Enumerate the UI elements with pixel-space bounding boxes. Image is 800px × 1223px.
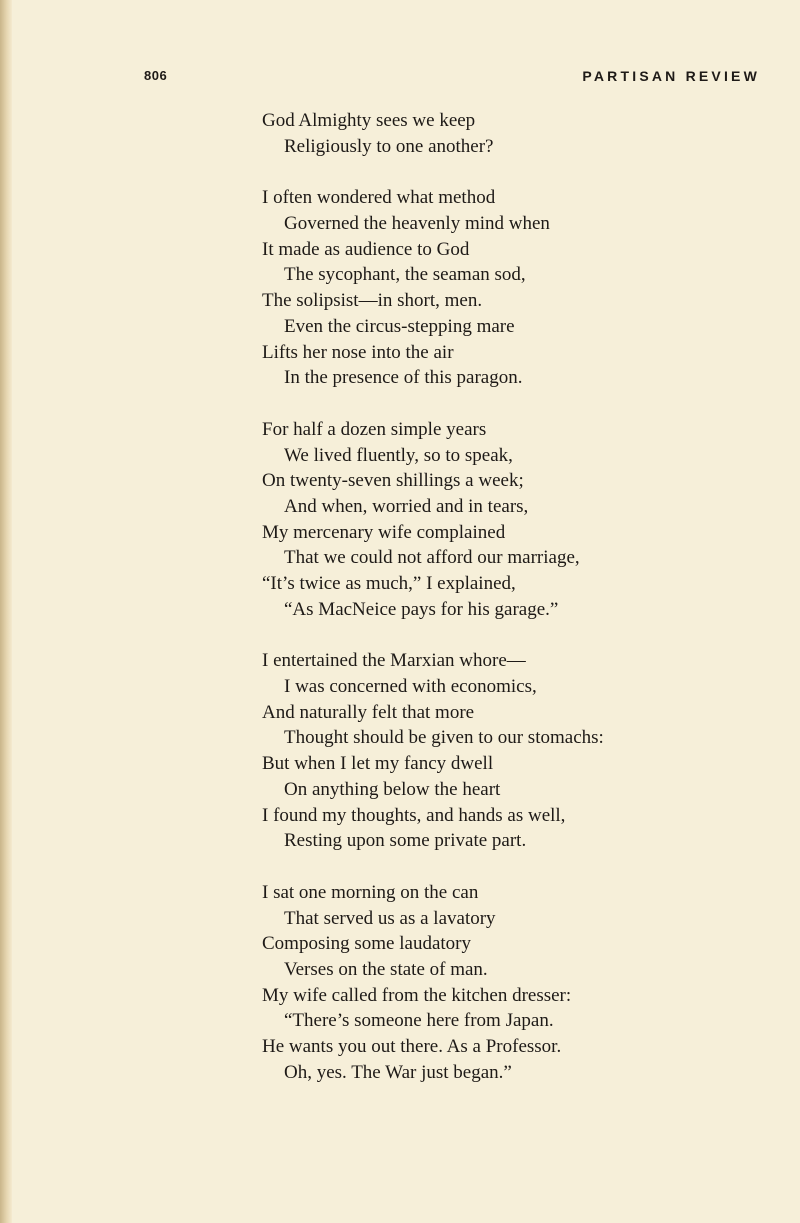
page-number: 806 [144,68,168,83]
stanza-3 [262,417,762,623]
poem-line: God Almighty sees we keep [262,110,476,131]
poem-line: “It’s twice as much,” I explained, [262,573,516,594]
poem-line: And when, worried and in tears, [284,495,529,517]
poem-line: Thought should be given to our stomachs: [284,727,604,749]
poem-line: Even the circus-stepping mare [284,315,515,337]
poem-line: Religiously to one another? [284,135,494,157]
poem-line: “There’s someone here from Japan. [284,1010,554,1032]
poem-line: The sycophant, the seaman sod, [284,264,526,286]
poem-line: My wife called from the kitchen dresser: [262,984,572,1006]
poem-line: I sat one morning on the can [262,881,479,903]
stanza-4 [262,648,762,854]
page-gutter [0,0,12,1223]
poem-line: We lived fluently, so to speak, [284,444,513,466]
poem-body [262,108,762,1111]
poem-line: I found my thoughts, and hands as well, [262,804,566,826]
poem-line: That served us as a lavatory [284,907,496,929]
poem-line: It made as audience to God [262,238,470,260]
poem-line: My mercenary wife complained [262,521,506,543]
poem-line: Composing some laudatory [262,933,471,955]
poem-line: I was concerned with economics, [284,676,537,698]
poem-line: Oh, yes. The War just began.” [284,1061,512,1083]
poem-line: For half a dozen simple years [262,418,487,440]
running-head: PARTISAN REVIEW [582,68,760,84]
poem-line: The solipsist—in short, men. [262,290,483,312]
poem-line: Governed the heavenly mind when [284,213,550,235]
poem-line: On anything below the heart [284,778,501,800]
poem-line: Lifts her nose into the air [262,341,454,363]
poem-line: “As MacNeice pays for his garage.” [284,598,559,620]
poem-line: That we could not afford our marriage, [284,547,580,569]
poem-line: I often wondered what method [262,187,496,209]
poem-line: And naturally felt that more [262,701,475,723]
poem-line: He wants you out there. As a Professor. [262,1036,562,1057]
stanza-2 [262,185,762,391]
stanza-5 [262,880,762,1086]
page-header [144,68,760,86]
poem-line: In the presence of this paragon. [284,367,523,389]
poem-line: Verses on the state of man. [284,958,488,980]
poem-line: I entertained the Marxian whore— [262,650,526,672]
poem-line: On twenty-seven shillings a week; [262,470,524,492]
poem-line: But when I let my fancy dwell [262,753,494,775]
poem-line: Resting upon some private part. [284,830,527,852]
stanza-1 [262,108,762,159]
